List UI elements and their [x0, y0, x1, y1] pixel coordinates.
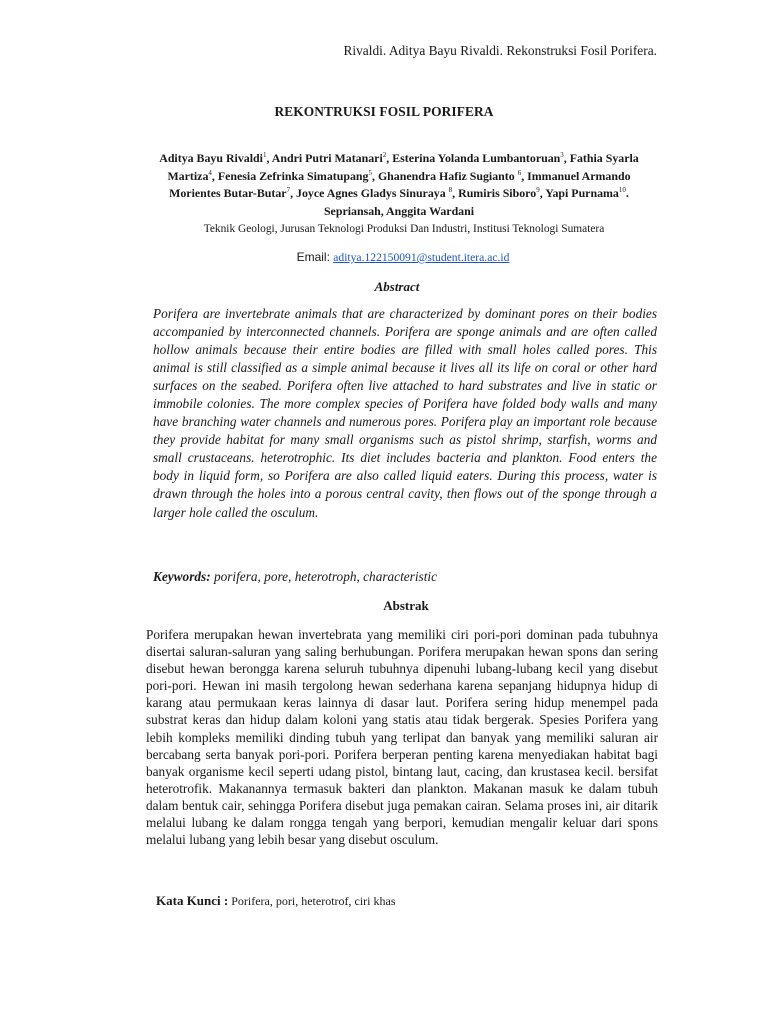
author-affiliation-marker: 4	[208, 168, 212, 177]
author-name: Fenesia Zefrinka Simatupang	[217, 168, 369, 183]
author-name: Sepriansah, Anggita Wardani	[323, 203, 475, 218]
author-list	[150, 150, 648, 220]
email-label: Email:	[296, 250, 334, 264]
author-affiliation-marker: 8	[448, 186, 453, 195]
author-affiliation-marker: 7	[286, 186, 291, 195]
abstract-body: Porifera are invertebrate animals that are characterized by dominant pores on their bodies accompanied by interconnected channels. Porifera are sponge animals and are often called hollow animals because their entire bodies are filled with small holes called pores. This animal is still classified as a simple animal because it lives all its life on coral or other hard surfaces on the seabed. Porifera often live attached to hard substrates and live in static or immobile colonies. The more complex species of Porifera have folded body walls and many have branching water channels and numerous pores. Porifera play an important role because they provide habitat for many small organisms such as pistol shrimp, starfish, worms and small crustaceans. heterotrophic. Its diet includes bacteria and plankton. Food enters the body in liquid form, so Porifera are also called liquid eaters. During this process, water is drawn through the holes into a porous central cavity, then flows out of the sponge through a larger hole called the osculum.	[153, 306, 657, 520]
abstrak-heading: Abstrak	[383, 598, 429, 613]
author-separator: ,	[266, 151, 272, 165]
author-name: Immanuel Armando Morientes Butar-Butar	[169, 168, 631, 201]
author-separator: ,	[452, 186, 459, 201]
author-name: Yapi Purnama	[545, 186, 619, 201]
keywords-value: porifera, pore, heterotroph, characteristic	[210, 569, 438, 584]
author-affiliation-marker: 1	[262, 151, 267, 159]
author-affiliation-marker: 5	[368, 168, 372, 177]
author-separator: ,	[563, 151, 570, 165]
author-affiliation-marker: 2	[382, 151, 387, 159]
author-affiliation-marker: 3	[560, 151, 564, 159]
author-separator: ,	[371, 168, 378, 183]
keywords	[153, 569, 437, 585]
author-name: Andri Putri Matanari	[271, 151, 383, 165]
author-name: Esterina Yolanda Lumbantoruan	[392, 151, 561, 165]
author-name: Rumiris Siboro	[458, 186, 537, 201]
author-separator: ,	[386, 151, 393, 165]
author-name: Aditya Bayu Rivaldi	[159, 151, 263, 165]
author-separator: ,	[211, 168, 218, 183]
kata-kunci-value: Porifera, pori, heterotrof, ciri khas	[228, 894, 396, 908]
affiliation: Teknik Geologi, Jurusan Teknologi Produksi Dan Industri, Institusi Teknologi Sumatera	[203, 223, 605, 235]
author-name: Fathia Syarla Martiza	[167, 151, 639, 183]
author-affiliation-marker: 6	[517, 168, 522, 177]
author-separator: .	[625, 186, 629, 201]
keywords-label: Keywords:	[153, 569, 211, 584]
kata-kunci-label: Kata Kunci :	[156, 893, 229, 908]
email-line	[0, 250, 768, 264]
author-separator: ,	[290, 186, 297, 201]
abstract-heading: Abstract	[374, 279, 420, 294]
author-separator: ,	[521, 168, 528, 183]
email-link[interactable]: aditya.122150091@student.itera.ac.id	[333, 251, 510, 264]
abstrak-body: Porifera merupakan hewan invertebrata yang memiliki ciri pori-pori dominan pada tubuhnya disertai saluran-saluran yang saling berhubungan. Porifera merupakan hewan spons dan sering disebut hewan berongga karena seluruh tubuhnya dipenuhi lubang-lubang kecil yang disebut pori-pori. Hewan ini masih tergolong hewan sederhana karena sepanjang hidupnya hidup di karang atau permukaan keras lainnya di dasar laut. Porifera sering hidup menempel pada substrat keras dan hidup dalam koloni yang statis atau tidak bergerak. Spesies Porifera yang lebih kompleks memiliki dinding tubuh yang terlipat dan banyak yang memiliki saluran air bercabang serta banyak pori-pori. Porifera berperan penting karena menyediakan habitat bagi banyak organisme kecil seperti udang pistol, bintang laut, cacing, dan krustasea kecil. bersifat heterotrofik. Makanannya termasuk bakteri dan plankton. Makanan masuk ke dalam tubuh dalam bentuk cair, sehingga Porifera disebut juga pemakan cairan. Selama proses ini, air ditarik melalui lubang ke dalam rongga tengah yang berpori, kemudian mengalir keluar dari spons melalui lubang yang lebih besar yang disebut osculum.	[146, 627, 658, 848]
running-head: Rivaldi. Aditya Bayu Rivaldi. Rekonstruksi Fosil Porifera.	[343, 43, 657, 58]
author-separator: ,	[539, 186, 546, 201]
author-name: Ghanendra Hafiz Sugianto	[377, 168, 518, 183]
author-affiliation-marker: 10	[618, 186, 626, 195]
kata-kunci	[156, 893, 396, 909]
author-affiliation-marker: 9	[536, 186, 540, 195]
paper-title: REKONTRUKSI FOSIL PORIFERA	[274, 104, 494, 119]
author-name: Joyce Agnes Gladys Sinuraya	[296, 186, 449, 201]
